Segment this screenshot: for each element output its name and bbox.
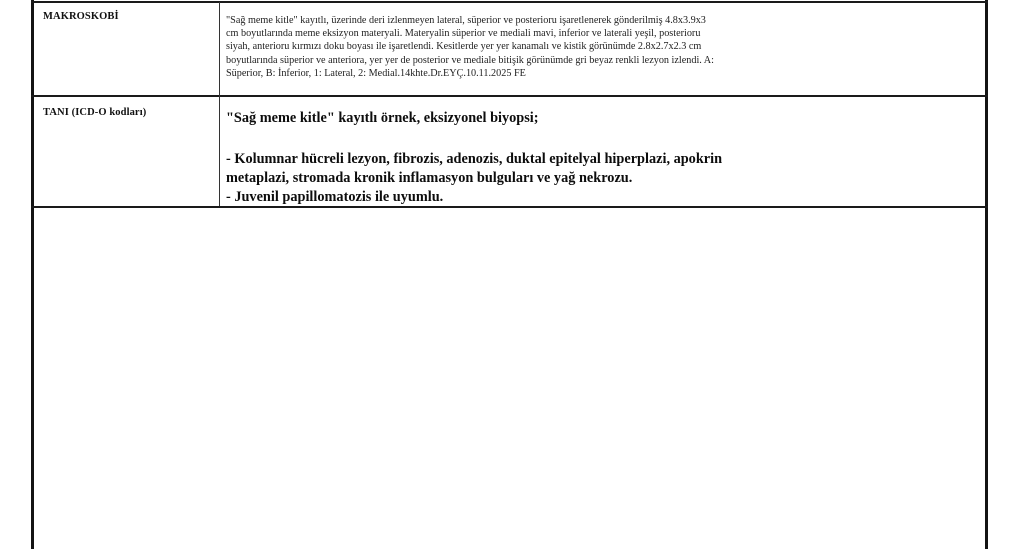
macroscopy-text [226, 14, 816, 80]
macroscopy-line: Süperior, B: İnferior, 1: Lateral, 2: Medial.14khte.Dr.EYÇ.10.11.2025 FE [226, 67, 526, 79]
diagnosis-finding: - Juvenil papillomatozis ile uyumlu. [226, 189, 444, 205]
diagnosis-label: TANI (ICD-O kodları) [43, 107, 147, 118]
table-top-border [31, 1, 988, 3]
column-divider [219, 2, 220, 206]
macroscopy-line: cm boyutlarında meme eksizyon materyali. Materyalin süperior ve mediali mavi, inferior ve laterali yeşil, posterioru [226, 28, 701, 40]
macroscopy-line: boyutlarında süperior ve anteriora, yer yer de posterior ve mediale bitişik görünümde gri beyaz renkli lezyon izlendi. A: [226, 54, 714, 66]
row-divider-macro [31, 95, 988, 97]
diagnosis-finding: metaplazi, stromada kronik inflamasyon bulguları ve yağ nekrozu. [226, 170, 633, 186]
macroscopy-label: MAKROSKOBİ [43, 11, 119, 22]
report-table-frame [31, 0, 988, 549]
diagnosis-title: "Sağ meme kitle" kayıtlı örnek, eksizyonel biyopsi; [226, 110, 539, 126]
macroscopy-line: "Sağ meme kitle" kayıtlı, üzerinde deri izlenmeyen lateral, süperior ve posterioru işaretlenerek gönderilmiş 4.8x3.9x3 [226, 15, 706, 26]
macroscopy-line: siyah, anterioru kırmızı doku boyası ile işaretlendi. Kesitlerde yer yer kanamalı ve kistik görünümde 2.8x2.7x2.3 cm [226, 41, 702, 53]
row-divider-diagnosis [31, 206, 988, 208]
diagnosis-finding: - Kolumnar hücreli lezyon, fibrozis, adenozis, duktal epitelyal hiperplazi, apokrin [226, 151, 723, 167]
